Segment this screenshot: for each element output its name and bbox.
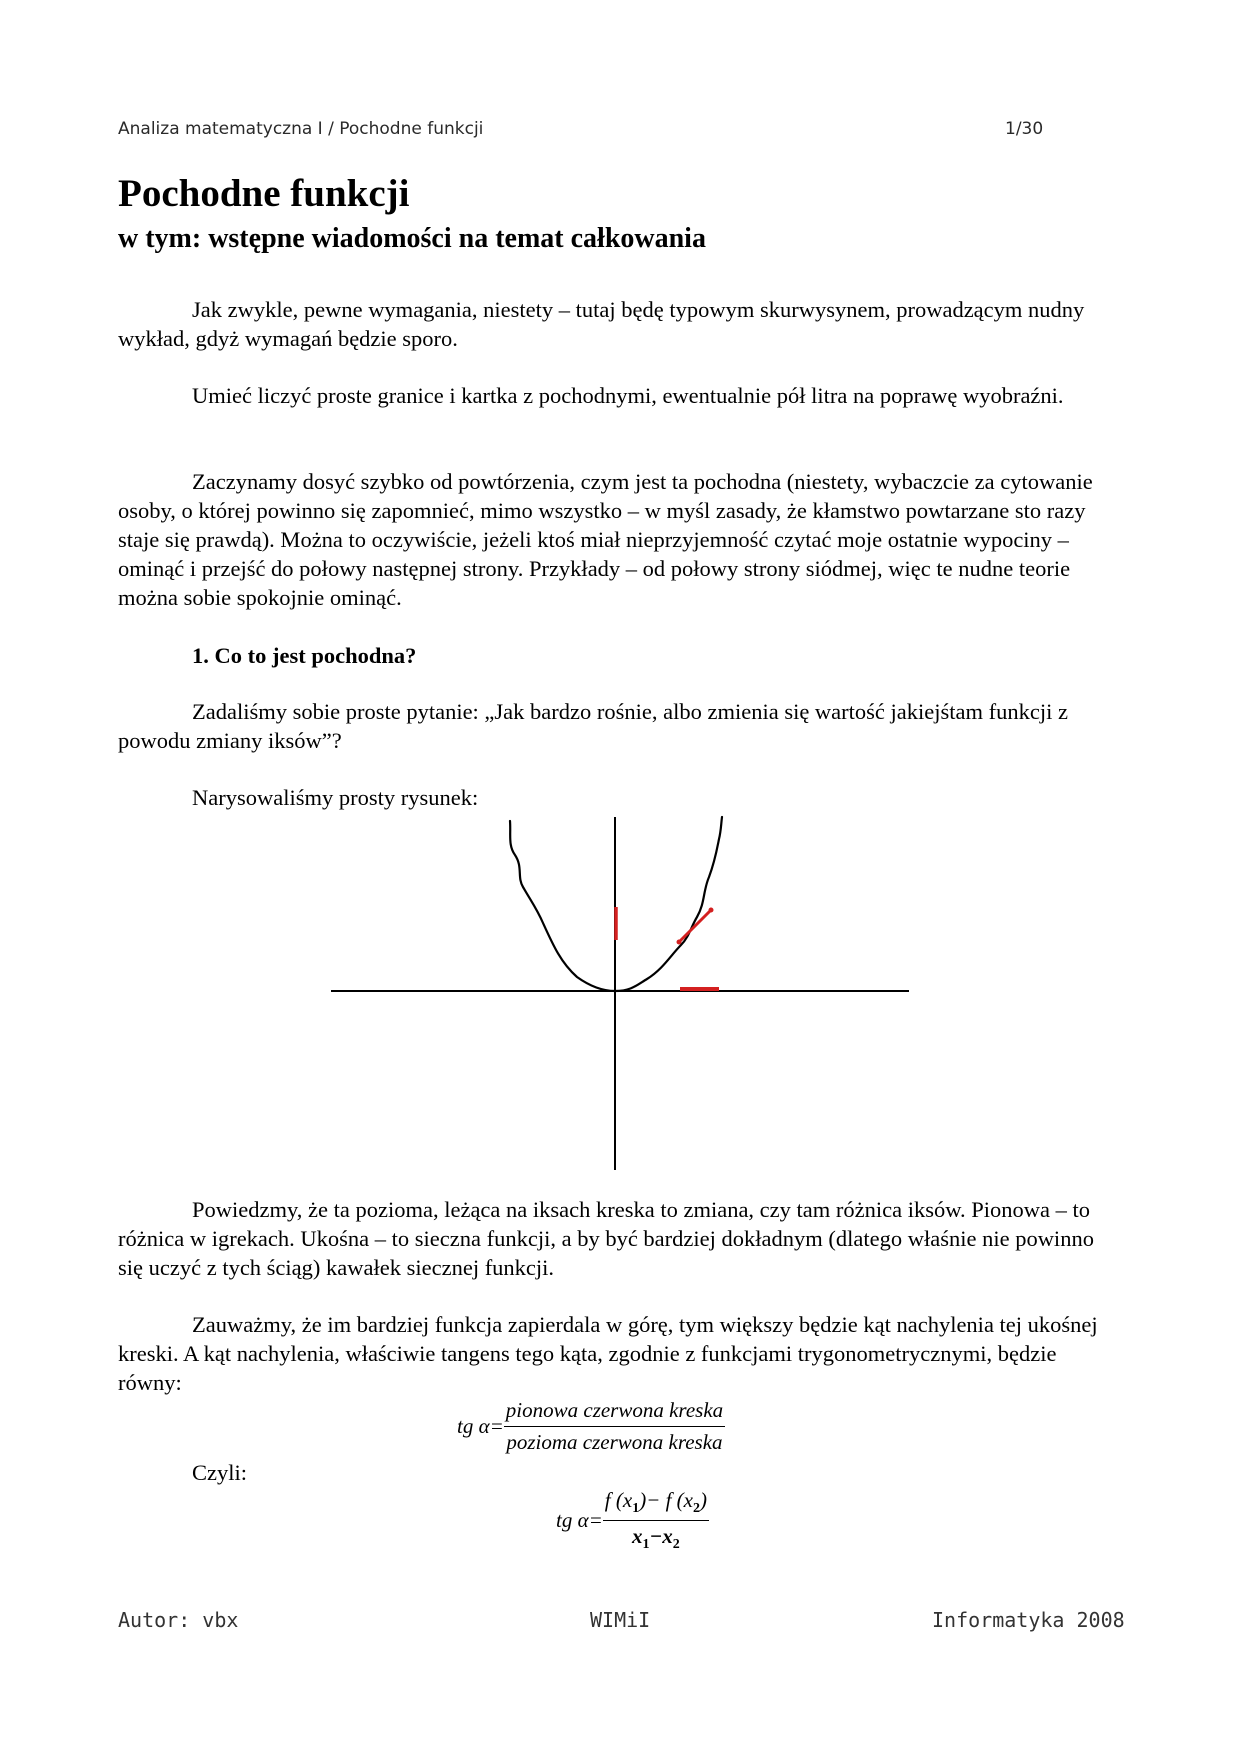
formula-lhs: tg α= <box>556 1508 603 1533</box>
secant-red-segment <box>679 910 711 942</box>
document-title: Pochodne funkcji <box>118 172 410 215</box>
formula-lhs: tg α= <box>457 1414 504 1438</box>
tangent-formula-symbolic <box>556 1488 709 1553</box>
tangent-formula-words <box>457 1398 725 1455</box>
overview-paragraph: Zaczynamy dosyć szybko od powtórzenia, czym jest ta pochodna (niestety, wybaczcie za cytowanie osoby, o której powinno się zapomnieć, mimo wszystko – w myśl zasady, że kłamstwo powtarzane sto razy staje się prawdą). Można to oczywiście, jeżeli ktoś miał nieprzyjemność czytać moje ostatnie wypociny – ominąć i przejść do połowy następnej strony. Przykłady – od połowy strony siódmej, więc te nudne teorie można sobie spokojnie ominąć. <box>118 469 1093 610</box>
secant-point-upper <box>709 908 714 913</box>
fraction-denominator: $x_1-x_2$ <box>632 1524 680 1553</box>
czyli-label: Czyli: <box>192 1460 247 1485</box>
fraction <box>504 1398 725 1455</box>
fraction-denominator: pozioma czerwona kreska <box>506 1430 723 1454</box>
parabola-figure <box>325 805 915 1175</box>
fraction-numerator: pionowa czerwona kreska <box>504 1398 725 1427</box>
requirements-paragraph: Umieć liczyć proste granice i kartka z pochodnymi, ewentualnie pół litra na poprawę wyobraźni. <box>192 383 1064 408</box>
footer-author: Autor: vbx <box>118 1608 239 1632</box>
tangent-paragraph: Zauważmy, że im bardziej funkcja zapierdala w górę, tym większy będzie kąt nachylenia tej ukośnej kreski. A kąt nachylenia, właściwie tangens tego kąta, zgodnie z funkcjami trygonometrycznymi, będzie równy: <box>118 1312 1098 1395</box>
explanation-paragraph: Powiedzmy, że ta pozioma, leżąca na iksach kreska to zmiana, czy tam różnica iksów. Pionowa – to różnica w igrekach. Ukośna – to sieczna funkcji, a by być bardziej dokładnym (dlatego właśnie nie powinno się uczyć z tych ściąg) kawałek siecznej funkcji. <box>118 1197 1094 1280</box>
footer-course: Informatyka 2008 <box>932 1608 1125 1632</box>
intro-paragraph: Jak zwykle, pewne wymagania, niestety – tutaj będę typowym skurwysynem, prowadzącym nudny wykład, gdyż wymagań będzie sporo. <box>118 297 1085 351</box>
document-subtitle: w tym: wstępne wiadomości na temat całkowania <box>118 223 706 254</box>
drawing-label: Narysowaliśmy prosty rysunek: <box>192 785 479 810</box>
question-paragraph: Zadaliśmy sobie proste pytanie: „Jak bardzo rośnie, albo zmienia się wartość jakiejśtam funkcji z powodu zmiany iksów”? <box>118 699 1068 753</box>
page-number: 1/30 <box>1005 119 1044 139</box>
footer-faculty: WIMiI <box>590 1608 651 1632</box>
fraction-numerator: f $(x_1)- f$ $(x_2)$ <box>603 1488 709 1521</box>
section-heading: 1. Co to jest pochodna? <box>192 643 417 668</box>
running-header-left: Analiza matematyczna I / Pochodne funkcji <box>118 119 484 139</box>
fraction <box>603 1488 709 1553</box>
secant-point-lower <box>677 940 682 945</box>
